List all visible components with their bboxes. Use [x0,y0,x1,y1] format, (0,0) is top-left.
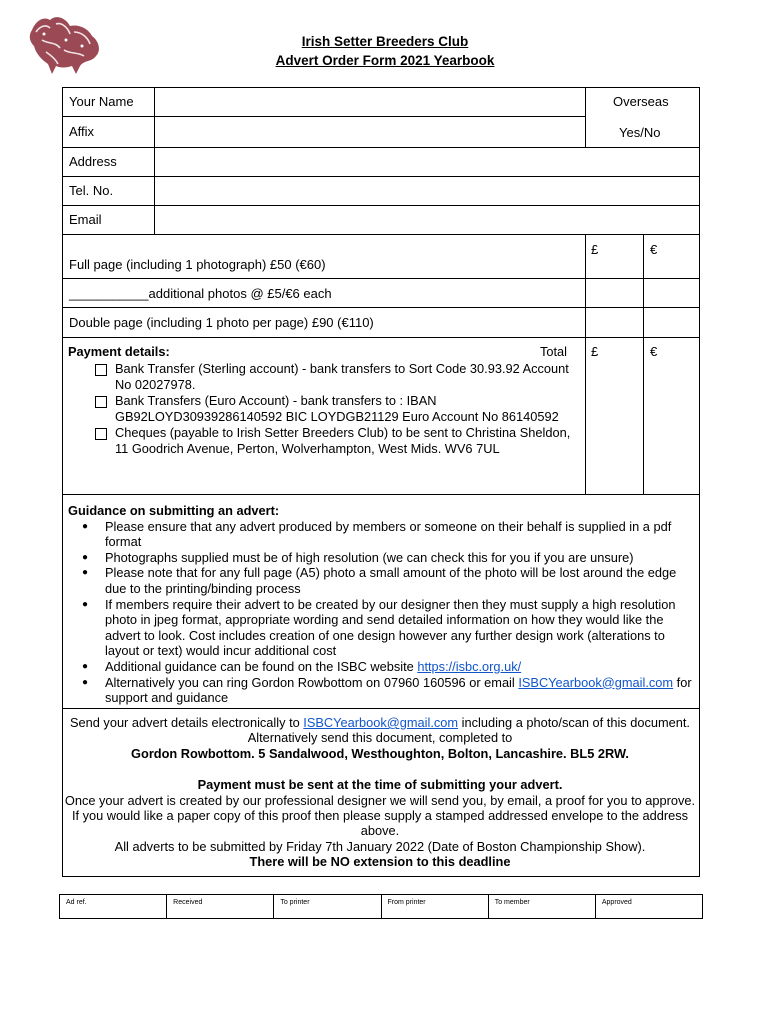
tel-field[interactable] [156,178,698,204]
list-item: ● Please note that for any full page (A5) photo a small amount of the photo will be lost around the edge due to the printing/binding process [82,565,677,596]
no-extension-notice: There will be NO extension to this deadline [249,854,511,870]
approved-cell: Approved [601,899,632,906]
total-pound: £ [591,344,599,359]
isbc-website-link[interactable]: https://isbc.org.uk/ [417,658,522,674]
send-email-link[interactable]: ISBCYearbook@gmail.com [303,715,459,730]
affix-field[interactable] [156,118,584,146]
guidance-heading: Guidance on submitting an advert: [68,503,280,518]
total-euro: € [650,344,658,359]
proof-notice: Once your advert is created by our professional designer we will send you, by email, a proof for you to approve. If you would like a paper copy of this proof then please supply a stamped addressed envelope to the address above. [64,792,696,839]
euro-checkbox[interactable] [95,396,107,408]
additional-photos-label: ___________additional photos @ £5/€6 each [69,286,332,301]
your-name-label: Your Name [69,94,134,109]
yearbook-email-link[interactable]: ISBCYearbook@gmail.com [518,674,674,690]
ad-ref-cell: Ad ref. [60,895,167,918]
yes-no-label: Yes/No [619,125,661,140]
office-use-table [59,894,703,919]
email-label: Email [69,212,102,227]
payment-option: Cheques (payable to Irish Setter Breeders Club) to be sent to Christina Sheldon, 11 Goodrich Avenue, Perton, Wolverhampton, West Mids. WV6 7UL [68,425,573,457]
pound-header: £ [591,242,599,257]
sterling-checkbox[interactable] [95,364,107,376]
affix-label: Affix [69,124,95,139]
received-cell: Received [167,895,274,918]
submission-instructions: Send your advert details electronically to ISBCYearbook@gmail.com including a photo/scan of this document. Alternatively send this document, completed to Gordon Rowbottom. 5 Sandalwood, Westhoughton, Bolton, Lancashire. BL5 2RW. Payment must be sent at the time of submitting your advert. Once your advert is created by our professional designer we will send you, by email, a proof for you to approve. If you would like a paper copy of this proof then please supply a stamped addressed envelope to the address above. All adverts to be submitted by Friday 7th January 2022 (Date of Boston Championship Show). There will be NO extension to this deadline [62,715,698,870]
page-title: Irish Setter Breeders Club [301,34,469,49]
payment-option: Bank Transfers (Euro Account) - bank transfers to : IBAN GB92LOYD30939286140592 BIC LOYDGB21129 Euro Account No 86140592 [68,393,573,425]
postal-address: Gordon Rowbottom. 5 Sandalwood, Westhoughton, Bolton, Lancashire. BL5 2RW. [131,745,629,761]
full-page-label: Full page (including 1 photograph) £50 (€60) [69,257,326,272]
euro-header: € [650,242,658,257]
your-name-field[interactable] [156,88,584,115]
list-item: ● Photographs supplied must be of high resolution (we can check this for you if you are unsure) [82,549,634,565]
email-field[interactable] [156,207,698,233]
tel-label: Tel. No. [69,183,114,198]
list-item: ● Alternatively you can ring Gordon Rowbottom on 07960 160596 or email ISBCYearbook@gmail.com for support and guidance [82,674,692,706]
address-field[interactable] [156,149,698,175]
to-member-cell: To member [489,895,596,918]
address-label: Address [69,154,117,169]
list-item: ● Additional guidance can be found on the ISBC website https://isbc.org.uk/ [82,658,522,674]
payment-notice: Payment must be sent at the time of submitting your advert. [197,777,563,793]
from-printer-cell: From printer [382,895,489,918]
page-subtitle: Advert Order Form 2021 Yearbook [275,53,495,68]
deadline-notice: All adverts to be submitted by Friday 7th January 2022 (Date of Boston Championship Show). [114,838,646,854]
to-printer-cell: To printer [274,895,381,918]
total-label: Total [539,344,567,359]
payment-details [68,344,573,457]
overseas-label: Overseas [613,94,669,109]
payment-option: Bank Transfer (Sterling account) - bank transfers to Sort Code 30.93.92 Account No 02027978. [68,361,573,393]
cheque-checkbox[interactable] [95,428,107,440]
list-item: ● If members require their advert to be created by our designer then they must supply a high resolution photo in jpeg format, appropriate wording and send detailed information on how they would like the advert to look. Cost includes creation of one design however any further design work (alterations to layout or text) would incur additional cost [82,596,676,659]
payment-heading: Payment details: [68,344,170,359]
double-page-label: Double page (including 1 photo per page) £90 (€110) [69,315,374,330]
list-item: ● Please ensure that any advert produced by members or someone on their behalf is supplied in a pdf format [82,518,672,550]
guidance-section [68,503,698,706]
